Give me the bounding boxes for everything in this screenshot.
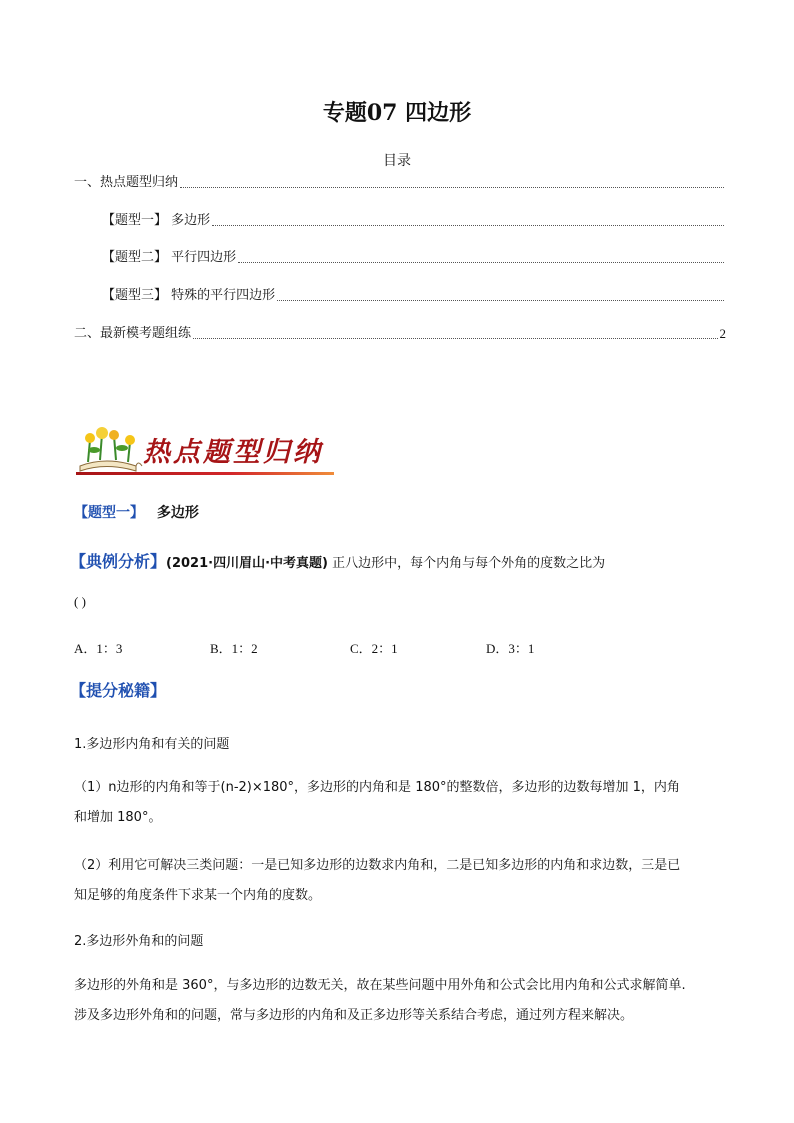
- toc-label: 【题型一】 多边形: [102, 213, 211, 228]
- toc-label: 【题型二】 平行四边形: [102, 250, 237, 265]
- choice-d[interactable]: D．3：1: [486, 641, 535, 656]
- tips-p1-line1: （1）n边形的内角和等于(n-2)×180°，多边形的内角和是 180°的整数倍，多边形的边数每增加 1，内角: [74, 780, 680, 795]
- tips-p2-line1: （2）利用它可解决三类问题：一是已知多边形的边数求内角和，二是已知多边形的内角和求边数，三是已: [74, 858, 681, 873]
- choice-a[interactable]: A．1：3: [74, 641, 123, 656]
- banner-underline: [76, 472, 334, 475]
- toc-item-hot-types[interactable]: [74, 174, 726, 192]
- page-title: 专题07 四边形: [322, 100, 472, 126]
- section-heading: [74, 502, 199, 522]
- tips-p2-line2: 知足够的角度条件下求某一个内角的度数。: [74, 888, 322, 903]
- tips-p3-title: 2.多边形外角和的问题: [74, 934, 204, 949]
- choices: [74, 638, 714, 658]
- toc-item-type-2[interactable]: [102, 249, 726, 267]
- toc-leader: [180, 187, 724, 188]
- toc-item-type-3[interactable]: [102, 287, 726, 305]
- tips-tag: 【提分秘籍】: [70, 681, 167, 700]
- example-question: 正八边形中，每个内角与每个外角的度数之比为: [332, 556, 606, 571]
- choice-b[interactable]: B．1：2: [210, 641, 258, 656]
- tips-p3-line2: 涉及多边形外角和的问题，常与多边形的内角和及正多边形等关系结合考虑，通过列方程来解决。: [74, 1008, 634, 1023]
- section-heading-text: 多边形: [156, 505, 199, 521]
- toc-item-type-1[interactable]: [102, 212, 726, 230]
- banner-title: 热点题型归纳: [143, 437, 323, 468]
- toc-leader: [193, 338, 717, 339]
- tips-p1-title: 1.多边形内角和有关的问题: [74, 737, 230, 752]
- toc-heading: 目录: [383, 153, 411, 169]
- section-heading-tag: 【题型一】: [74, 505, 144, 521]
- example-tag: 【典例分析】: [70, 552, 167, 571]
- toc-label: 二、最新模考题组练: [74, 326, 192, 341]
- toc-label: 一、热点题型归纳: [74, 175, 179, 190]
- example-line: [70, 552, 730, 574]
- toc-label: 【题型三】 特殊的平行四边形: [102, 288, 276, 303]
- toc-item-mock-exams[interactable]: [74, 325, 726, 343]
- answer-blank: ( ): [74, 594, 86, 609]
- tips-p1-line2: 和增加 180°。: [74, 810, 162, 825]
- example-source: (2021·四川眉山·中考真题): [166, 556, 328, 571]
- tips-p3-line1: 多边形的外角和是 360°，与多边形的边数无关，故在某些问题中用外角和公式会比用内角和公式求解简单.: [74, 978, 686, 993]
- toc-leader: [277, 300, 724, 301]
- toc-leader: [238, 262, 724, 263]
- toc-page: 2: [719, 326, 726, 341]
- toc-leader: [212, 225, 724, 226]
- choice-c[interactable]: C．2：1: [350, 641, 398, 656]
